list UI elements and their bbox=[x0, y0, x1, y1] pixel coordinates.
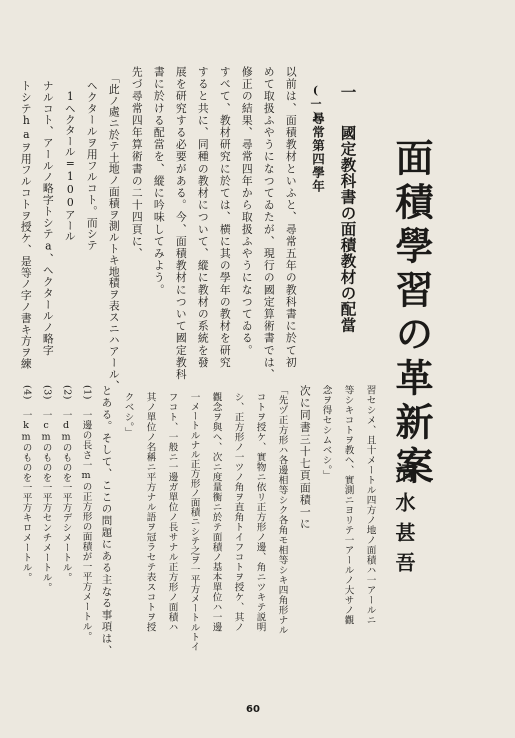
section-heading: 國定教科書の面積教材の配當 bbox=[338, 125, 358, 333]
para1-line: 展を研究する必要がある。今、面積教材について國定教科 bbox=[174, 66, 188, 381]
quote1-cont-line: 念ヲ得セシムベシ。」 bbox=[320, 385, 332, 481]
list-number: (3) bbox=[41, 385, 53, 400]
quote1-line: トシテhaヲ用フルコトヲ授ケ、是等ノ字ノ書キ方ヲ練 bbox=[19, 80, 33, 370]
page-number: 60 bbox=[246, 704, 260, 715]
quote1-cont-line: 習セシメ、且十メートル四方ノ地ノ面積ハ一アールニ bbox=[364, 385, 376, 625]
quote2-line: 「先ヅ正方形ハ各邊相等シク各角モ相等シキ四角形ナル bbox=[276, 385, 288, 635]
quote1-line: 「此ノ處ニ於テ土地ノ面積ヲ測ルトキ地積ヲ表スニハアール、 bbox=[107, 72, 121, 392]
para1-line: めて取扱ふやうになつてゐたが、現行の國定算術書では、 bbox=[262, 66, 276, 381]
para3-line: とある。そして、ここの問題にある主なる事項は、 bbox=[100, 385, 113, 657]
quote1-cont-line: 等シキコトヲ教ヘ、實測ニヨリテ一アールノ大サノ觀 bbox=[342, 385, 354, 625]
para1-line: 書に於ける配當を、縱に吟味してみよう。 bbox=[152, 66, 166, 296]
para1-line: すると共に、同種の教材について、縱に教材の系統を發 bbox=[196, 66, 210, 369]
list-number: (1) bbox=[81, 385, 93, 400]
article-author: 清水甚吾 bbox=[392, 462, 416, 582]
article-title: 面積學習の革新案 bbox=[389, 138, 434, 490]
quote1-line: ナルコト、アールノ略字トシテa、ヘクタールノ略字 bbox=[41, 80, 55, 356]
list-item: 一cmのものを一平方センチメートル。 bbox=[40, 410, 52, 593]
list-item: 一邊の長さ一mの正方形の面積が一平方メートル。 bbox=[80, 410, 92, 642]
quote1-line: 1ヘクタール=100アール bbox=[63, 90, 77, 242]
para1-line: すべて、教材研究に於ては、横に其の學年の教材を研究 bbox=[218, 66, 232, 369]
quote2-line: クベシ。」 bbox=[122, 392, 134, 438]
list-number: (4) bbox=[21, 385, 33, 400]
subsection-number: (一) bbox=[309, 84, 322, 124]
quote2-line: コトヲ授ケ、實物ニ依リ正方形ノ邊、角ニツキテ説明 bbox=[254, 392, 266, 632]
list-item: 一dmのものを一平方デシメートル。 bbox=[60, 410, 72, 583]
quote2-line: 一メートルナル正方形ノ面積ニシテ之ヲ一平方メートルトイ bbox=[188, 392, 200, 652]
quote1-line: ヘクタールヲ用フルコト。而シテ bbox=[85, 80, 99, 251]
para2-line: 次に同書三十七頁面積一に bbox=[298, 385, 312, 531]
section-number: 一 bbox=[338, 84, 358, 100]
para1-line: 修正の結果、尋常四年から取扱ふやうになつてゐる。 bbox=[240, 66, 254, 357]
quote2-line: 其ノ單位ノ名稱ニ平方ナル語ヲ冠ラセテ表スコトヲ授 bbox=[144, 392, 156, 632]
quote2-line: 觀念ヲ與ヘ、次ニ度量衡ニ於テ面積ノ基本單位ハ一邊 bbox=[210, 392, 222, 632]
list-item: 一kmのものを一平方キロメートル。 bbox=[20, 410, 32, 583]
subsection-heading: 尋常第四學年 bbox=[310, 112, 326, 193]
list-number: (2) bbox=[61, 385, 73, 400]
quote2-line: フコト、一般ニ一邊ガ單位ノ長サナル正方形ノ面積ハ bbox=[166, 392, 178, 632]
para1-line: 先づ尋常四年算術書の二十四頁に、 bbox=[130, 66, 144, 260]
para1-line: 以前は、面積教材といふと、尋常五年の教科書に於て初 bbox=[284, 66, 298, 369]
quote2-line: シ、正方形ノ一ツノ角ヲ直角トイフコトヲ授ケ、其ノ bbox=[232, 392, 244, 632]
